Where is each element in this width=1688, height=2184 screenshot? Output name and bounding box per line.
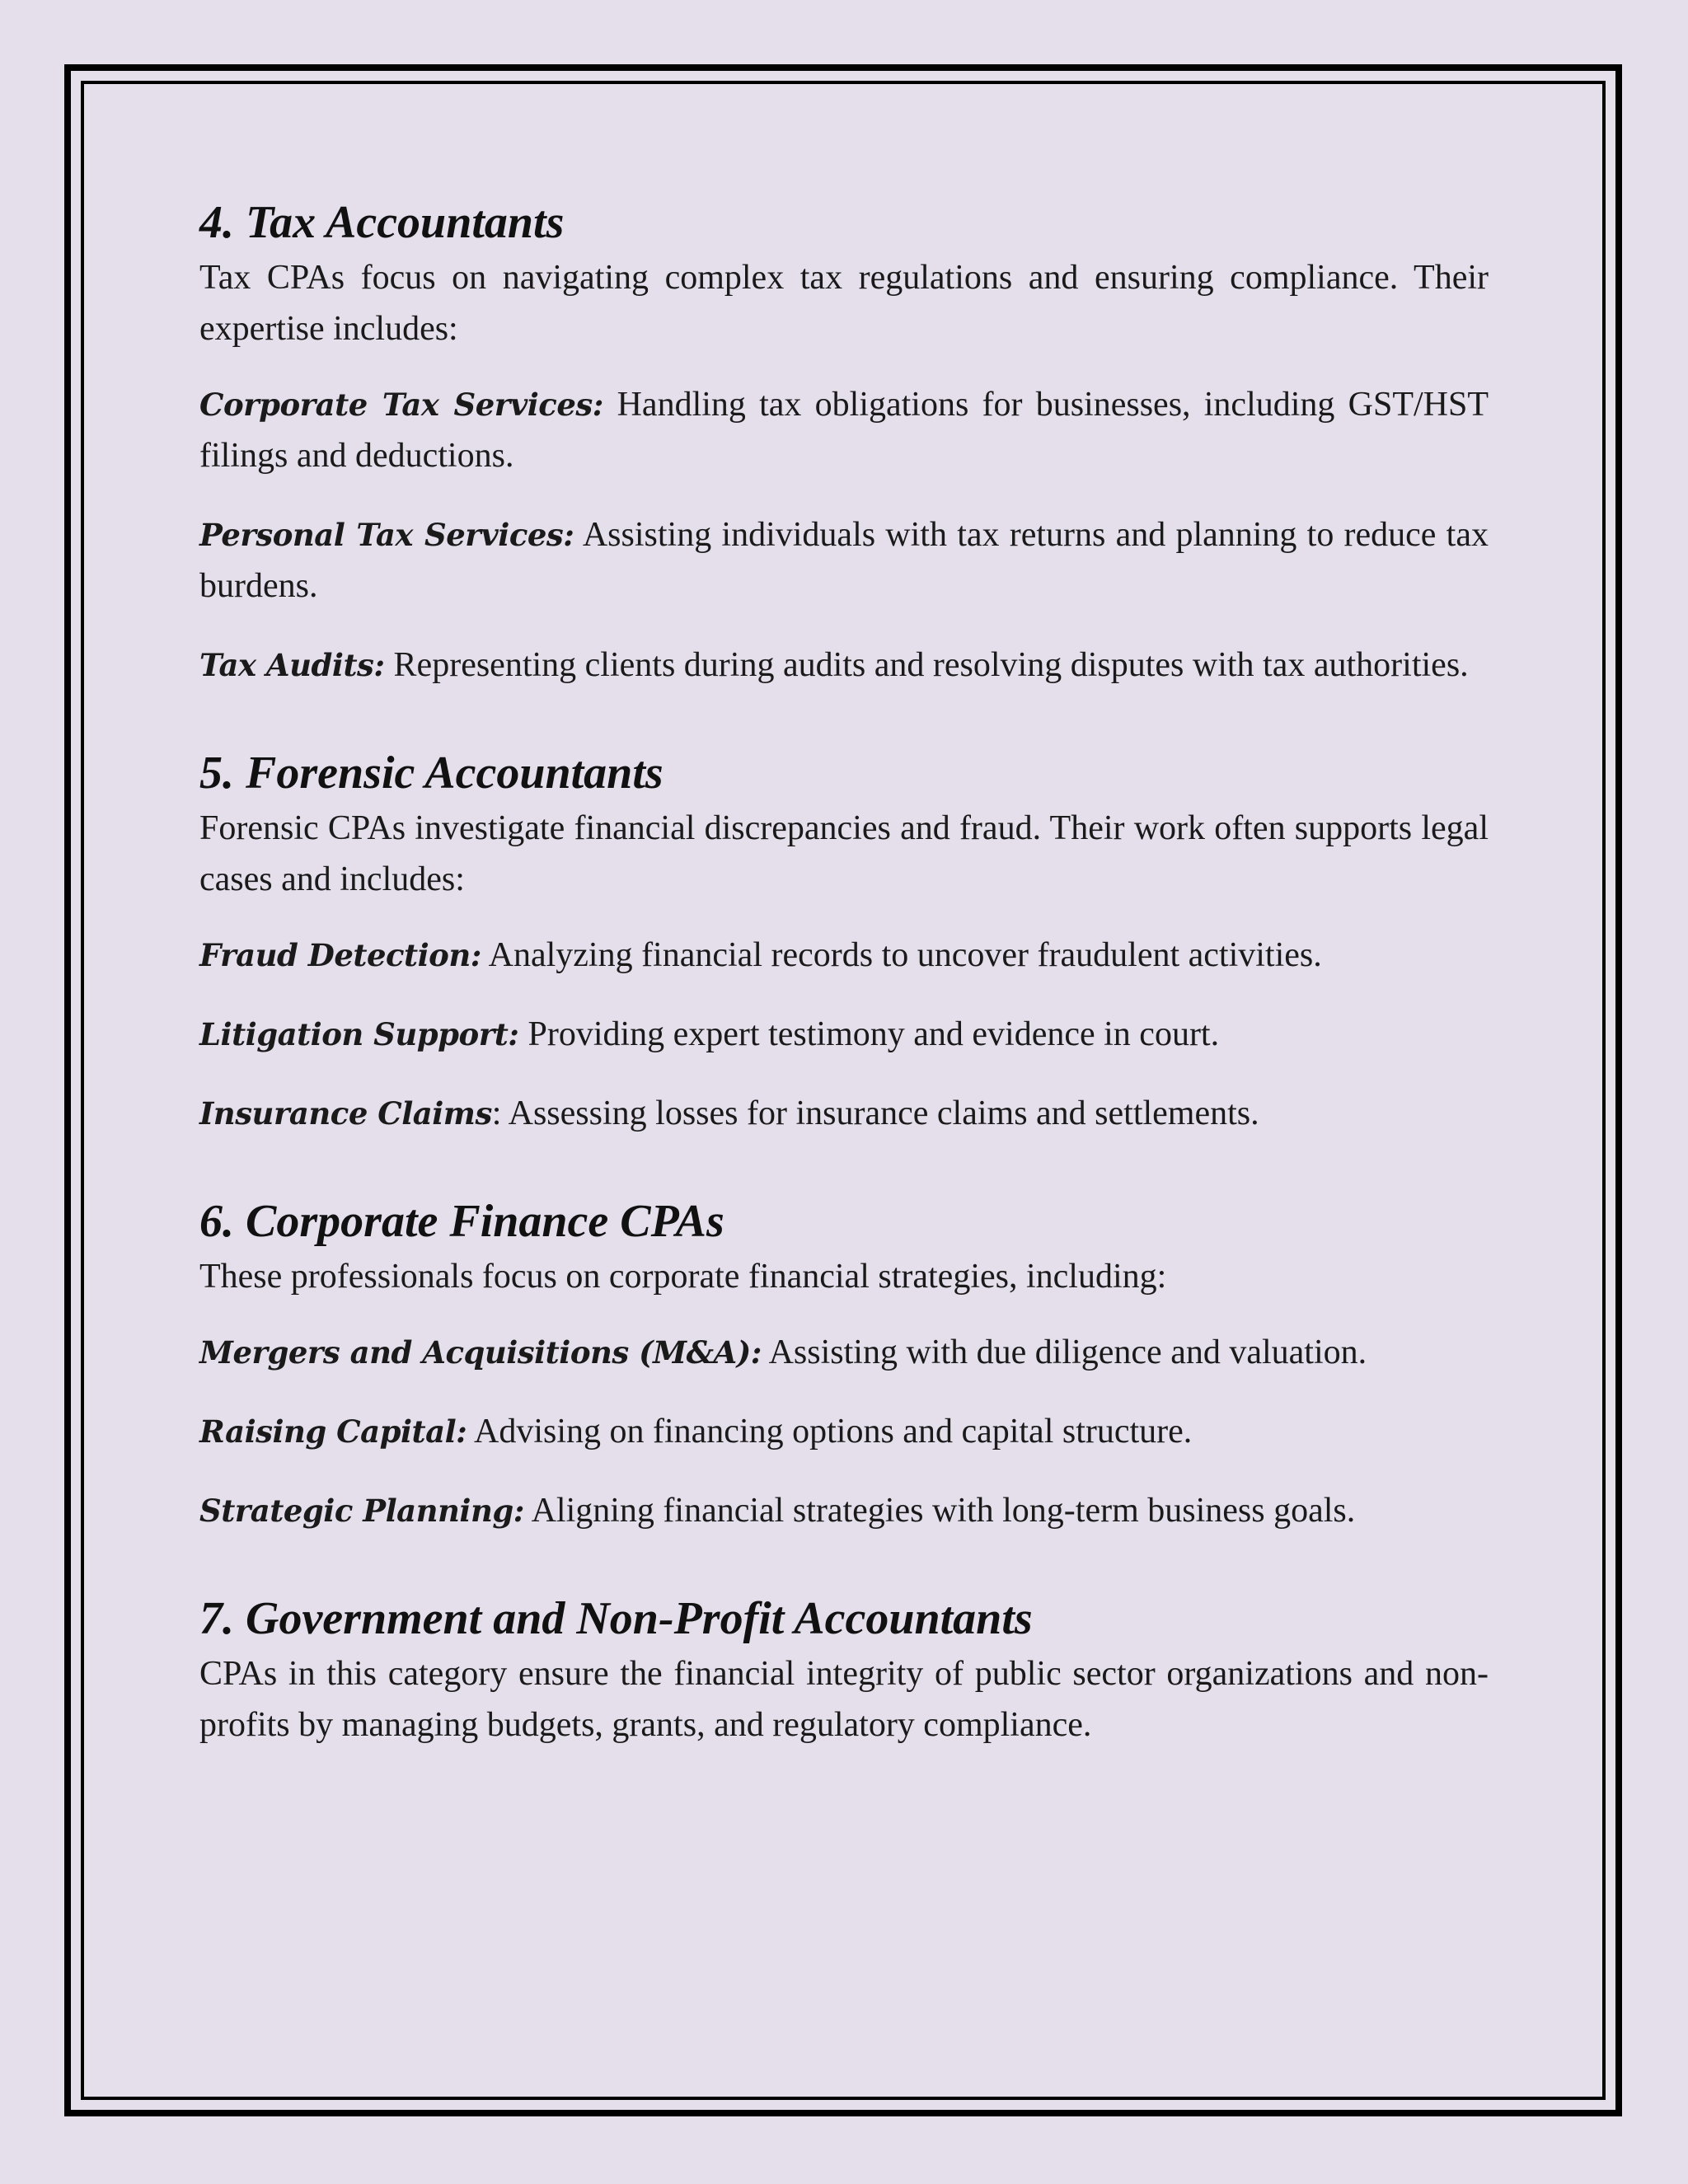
list-item [199, 1406, 1489, 1457]
section-tax-accountants [199, 193, 1489, 691]
item-term-separator: : [491, 1094, 502, 1132]
item-text: Advising on financing options and capital structure. [467, 1413, 1193, 1451]
item-text: Assisting individuals with tax returns and planning to reduce tax burdens. [199, 516, 1489, 605]
item-term: Personal Tax Services [199, 517, 564, 553]
list-item [199, 930, 1489, 981]
item-term-separator: : [373, 647, 386, 683]
item-term: Corporate Tax Services [199, 387, 593, 423]
item-term: Raising Capital [199, 1413, 457, 1450]
section-intro: Forensic CPAs investigate financial discrepancies and fraud. Their work often supports legal cases and includes: [199, 809, 1489, 898]
list-item [199, 1088, 1489, 1139]
section-corporate-finance [199, 1192, 1489, 1536]
item-term: Tax Audits [199, 647, 374, 683]
list-item [199, 1485, 1489, 1536]
section-intro: CPAs in this category ensure the financial integrity of public sector organizations and non-profits by managing budgets, grants, and regulatory compliance. [199, 1655, 1489, 1744]
list-item [199, 1327, 1489, 1378]
section-heading: 4. Tax Accountants [199, 197, 565, 248]
item-term: Mergers and Acquisitions (M&A) [199, 1334, 751, 1371]
item-term: Fraud Detection [199, 937, 471, 973]
item-term: Litigation Support [199, 1016, 509, 1052]
item-text: Aligning financial strategies with long-term business goals. [524, 1492, 1356, 1530]
item-term-separator: : [456, 1413, 467, 1450]
item-text: Providing expert testimony and evidence in court. [518, 1015, 1220, 1053]
item-text: Assisting with due diligence and valuation. [762, 1333, 1367, 1371]
item-term-separator: : [750, 1334, 762, 1371]
item-text: Representing clients during audits and resolving disputes with tax authorities. [385, 646, 1469, 684]
item-term: Strategic Planning [199, 1493, 513, 1529]
list-item [199, 379, 1489, 481]
section-government-nonprofit [199, 1589, 1489, 1750]
section-heading: 6. Corporate Finance CPAs [199, 1196, 724, 1247]
document-body [199, 193, 1489, 1750]
section-intro: These professionals focus on corporate financial strategies, including: [199, 1258, 1167, 1296]
item-term-separator: : [592, 387, 604, 423]
item-text: Analyzing financial records to uncover fraudulent activities. [481, 936, 1322, 974]
item-term-separator: : [508, 1016, 519, 1052]
section-intro: Tax CPAs focus on navigating complex tax regulations and ensuring compliance. Their expertise includes: [199, 259, 1489, 348]
list-item [199, 509, 1489, 612]
item-term-separator: : [470, 937, 482, 973]
list-item [199, 640, 1489, 691]
section-forensic-accountants [199, 743, 1489, 1139]
item-text: Assessing losses for insurance claims and settlements. [501, 1094, 1259, 1132]
item-text: Handling tax obligations for businesses, including GST/HST filings and deductions. [199, 386, 1489, 475]
section-heading: 7. Government and Non-Profit Accountants [199, 1593, 1033, 1644]
item-term: Insurance Claims [199, 1095, 492, 1132]
item-term-separator: : [513, 1493, 525, 1529]
item-term-separator: : [563, 517, 574, 553]
section-heading: 5. Forensic Accountants [199, 748, 663, 799]
list-item [199, 1009, 1489, 1060]
